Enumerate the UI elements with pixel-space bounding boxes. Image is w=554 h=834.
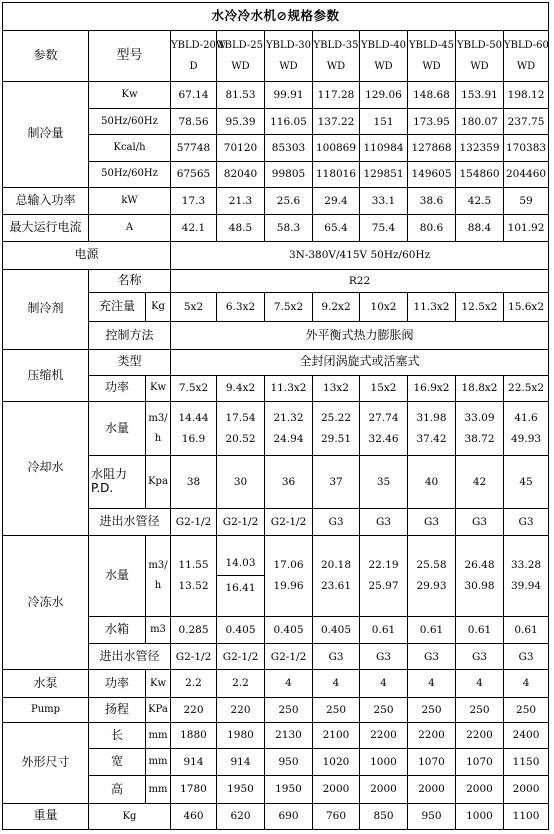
cooling-kw50-value: 81.53 [217, 81, 265, 108]
input-power-value: 42.5 [456, 187, 504, 214]
cooling-water-label: 冷却水 [3, 401, 89, 535]
max-current-value: 65.4 [313, 215, 360, 242]
pump-label: 水泵 [3, 670, 89, 697]
control-method-value: 外平衡式热力膨胀阀 [171, 322, 549, 350]
flow-unit-line1: m3/ [148, 559, 168, 571]
cooling-kcal60-value: 67565 [171, 161, 217, 187]
refrigerant-name-row [3, 269, 549, 292]
control-method-label: 控制方法 [89, 322, 171, 350]
chilled-water-flow-value [313, 536, 360, 617]
max-current-value: 58.3 [265, 215, 313, 242]
chilled-water-flow-value [217, 536, 265, 617]
cooling-kcal50-value: 100869 [313, 135, 360, 161]
height-value: 2000 [313, 776, 360, 803]
chilled-pipe-label: 进出水管径 [89, 644, 171, 670]
compressor-label: 压缩机 [3, 350, 89, 401]
unit-kw: Kw [146, 375, 171, 401]
charge-label: 充注量 [89, 292, 146, 321]
chilled-water-label: 冷冻水 [3, 536, 89, 670]
compressor-power-value: 22.5x2 [504, 375, 549, 401]
cooling-kcal50-value: 170383 [504, 135, 549, 161]
width-value: 914 [217, 749, 265, 776]
charge-value: 11.3x2 [408, 292, 456, 321]
cooling-kcal50-value: 70120 [217, 135, 265, 161]
cooling-kw60-value: 151 [360, 109, 408, 135]
cooling-kw60-value: 137.22 [313, 109, 360, 135]
cooling-kw50-value: 198.12 [504, 81, 549, 108]
weight-label: 重量 [3, 803, 89, 829]
power-row [3, 187, 549, 214]
compressor-power-value: 7.5x2 [171, 375, 217, 401]
length-value: 2100 [313, 722, 360, 748]
compressor-type-value: 全封闭涡旋式或活塞式 [171, 350, 549, 375]
cooling-water-flow-value [265, 401, 313, 456]
cooling-kcal60-value: 149605 [408, 161, 456, 187]
cooling-pipe-label: 进出水管径 [89, 508, 171, 535]
input-power-value: 33.1 [360, 187, 408, 214]
dimensions-label: 外形尺寸 [3, 722, 89, 803]
input-power-value: 59 [504, 187, 549, 214]
weight-value: 690 [265, 803, 313, 829]
length-value: 2400 [504, 722, 549, 748]
cooling-water-flow-value-upper: 14.44 [178, 411, 209, 424]
model-name-upper: YBLD-25 [218, 40, 263, 51]
chilled-pipe-value: G2-1/2 [217, 644, 265, 670]
model-name-upper: YBLD-40 [361, 40, 406, 51]
compressor-power-label: 功率 [89, 375, 146, 401]
pump-power-value: 4 [456, 670, 504, 697]
max-current-value: 75.4 [360, 215, 408, 242]
cooling-water-flow-row [3, 401, 549, 456]
unit-mm: mm [146, 722, 171, 748]
water-resistance-value: 35 [360, 456, 408, 509]
cooling-kcal50-value: 85303 [265, 135, 313, 161]
width-value: 1020 [313, 749, 360, 776]
chilled-water-flow-part: 23.61 [320, 580, 352, 593]
pump-head-value: 220 [171, 697, 217, 722]
water-resistance-value: 36 [265, 456, 313, 509]
cooling-water-flow-value-lower: 37.42 [416, 433, 447, 445]
model-name [217, 31, 265, 81]
pump-power-value: 4 [360, 670, 408, 697]
cooling-water-flow-value-lower: 29.51 [320, 433, 352, 445]
cooling-kcal60-value: 82040 [217, 161, 265, 187]
compressor-power-value: 11.3x2 [265, 375, 313, 401]
pump-head-value: 250 [504, 697, 549, 722]
cooling-water-flow-value [217, 401, 265, 456]
chilled-pipe-value: G3 [360, 644, 408, 670]
cooling-water-flow-value-upper: 33.09 [464, 411, 495, 424]
cooling-kcal50-value: 127868 [408, 135, 456, 161]
chilled-water-flow-value [265, 536, 313, 617]
cooling-kw50-value: 148.68 [408, 81, 456, 108]
cooling-kw60-value: 95.39 [217, 109, 265, 135]
max-current-value: 80.6 [408, 215, 456, 242]
refrigerant-name-label: 名称 [89, 269, 171, 292]
cooling-water-flow-value-lower: 16.9 [181, 433, 206, 445]
model-name [171, 31, 227, 81]
cooling-kcal60-value: 129851 [360, 161, 408, 187]
length-value: 2200 [360, 722, 408, 748]
max-current-value: 101.92 [504, 215, 549, 242]
cooling-kcal50-value: 132359 [456, 135, 504, 161]
cooling-water-flow-value-upper: 21.32 [273, 411, 304, 424]
cooling-water-flow-value-upper: 41.6 [514, 411, 538, 424]
cooling-kcal60-value: 204460 [504, 161, 549, 187]
chilled-water-flow-part: 26.48 [464, 559, 495, 572]
input-power-value: 21.3 [217, 187, 265, 214]
chilled-water-flow-part: 14.03 [217, 551, 264, 576]
model-name-lower: WD [231, 60, 250, 72]
cooling-water-flow-value-lower: 24.94 [273, 433, 304, 445]
chilled-water-flow-part: 13.52 [178, 580, 209, 593]
model-name-lower: WD [470, 60, 489, 72]
pump-power-value: 4 [265, 670, 313, 697]
pump-head-value: 250 [313, 697, 360, 722]
cooling-kw50-row [3, 81, 549, 108]
pump-head-value: 220 [217, 697, 265, 722]
flow-unit-line2: h [154, 580, 162, 592]
cooling-pipe-value: G2-1/2 [265, 508, 313, 535]
chilled-water-flow-part: 29.93 [416, 580, 447, 593]
unit-mm: mm [146, 776, 171, 803]
chilled-water-flow-row [3, 536, 549, 617]
unit-kpa: Kpa [146, 456, 171, 509]
pump-head-value: 250 [408, 697, 456, 722]
unit-kw: Kw [89, 81, 171, 108]
cooling-kw50-value: 99.91 [265, 81, 313, 108]
dim-length-row [3, 722, 549, 748]
header-row [3, 31, 549, 81]
width-label: 宽 [89, 749, 146, 776]
weight-value: 620 [217, 803, 265, 829]
tank-value: 0.405 [265, 616, 313, 643]
unit-kw: Kw [146, 670, 171, 697]
model-name-upper: YBLD-50 [457, 40, 502, 51]
length-value: 2200 [408, 722, 456, 748]
height-value: 1780 [171, 776, 217, 803]
unit-kg: Kg [146, 292, 171, 321]
flow-unit-line1: m3/ [148, 412, 168, 424]
length-value: 1980 [217, 722, 265, 748]
weight-value: 760 [313, 803, 360, 829]
chilled-water-flow-part: 17.06 [273, 559, 304, 572]
model-name [456, 31, 504, 81]
cooling-water-flow-value [171, 401, 217, 456]
table-title: 水冷冷水机⊘规格参数 [3, 3, 549, 31]
cooling-water-flow-value-upper: 17.54 [225, 411, 256, 424]
compressor-power-value: 15x2 [360, 375, 408, 401]
cooling-pipe-value: G2-1/2 [217, 508, 265, 535]
chilled-water-flow-value [504, 536, 549, 617]
unit-A: A [89, 215, 171, 242]
cooling-pipe-value: G3 [456, 508, 504, 535]
input-power-value: 29.4 [313, 187, 360, 214]
tank-value: 0.61 [456, 616, 504, 643]
chilled-pipe-value: G2-1/2 [171, 644, 217, 670]
cooling-kcal60-value: 154860 [456, 161, 504, 187]
cooling-pipe-value: G3 [313, 508, 360, 535]
power-supply-value: 3N-380V/415V 50Hz/60Hz [171, 242, 549, 269]
water-resistance-label: 水阻力P.D. [89, 456, 146, 509]
cooling-water-flow-label: 水量 [89, 401, 146, 456]
height-value: 2000 [408, 776, 456, 803]
charge-value: 5x2 [171, 292, 217, 321]
unit-kcal: Kcal/h [89, 135, 171, 161]
cooling-pipe-value: G3 [504, 508, 549, 535]
tank-value: 0.405 [313, 616, 360, 643]
max-current-value: 42.1 [171, 215, 217, 242]
weight-value: 950 [408, 803, 456, 829]
weight-value: 1100 [504, 803, 549, 829]
model-name [265, 31, 313, 81]
compressor-type-row [3, 350, 549, 375]
chilled-water-flow-part: 16.41 [225, 582, 256, 595]
chilled-water-flow-part: 39.94 [511, 580, 542, 593]
unit-kg: Kg [89, 803, 171, 829]
cooling-water-flow-value-upper: 27.74 [368, 411, 399, 424]
pump-power-label: 功率 [89, 670, 146, 697]
charge-value: 12.5x2 [456, 292, 504, 321]
compressor-power-value: 16.9x2 [408, 375, 456, 401]
chilled-water-flow-part: 25.58 [416, 559, 447, 572]
cooling-kcal60-value: 118016 [313, 161, 360, 187]
height-value: 2000 [456, 776, 504, 803]
model-name-upper: YBLD-30 [266, 40, 311, 51]
input-power-value: 17.3 [171, 187, 217, 214]
cooling-kw60-value: 180.07 [456, 109, 504, 135]
pump-power-row [3, 670, 549, 697]
tank-value: 0.61 [408, 616, 456, 643]
model-name-lower: D [189, 60, 198, 72]
input-power-value: 25.6 [265, 187, 313, 214]
cooling-water-flow-value-lower: 38.72 [464, 433, 495, 445]
height-value: 1950 [217, 776, 265, 803]
pump-power-value: 4 [504, 670, 549, 697]
width-value: 1070 [408, 749, 456, 776]
water-resistance-value: 45 [504, 456, 549, 509]
max-current-label: 最大运行电流 [3, 215, 89, 242]
model-name [360, 31, 408, 81]
cooling-water-flow-value-lower: 49.93 [511, 433, 542, 445]
chilled-water-flow-part: 11.55 [178, 559, 209, 572]
charge-value: 6.3x2 [217, 292, 265, 321]
compressor-type-label: 类型 [89, 350, 171, 375]
spec-table [2, 2, 549, 830]
max-current-value: 88.4 [456, 215, 504, 242]
pump-power-value: 2.2 [217, 670, 265, 697]
supply-row [3, 242, 549, 269]
model-name-lower: WD [374, 60, 393, 72]
tank-value: 0.285 [171, 616, 217, 643]
model-name-lower: WD [279, 60, 298, 72]
tank-value: 0.61 [360, 616, 408, 643]
height-value: 1950 [265, 776, 313, 803]
model-name [408, 31, 456, 81]
cooling-kcal50-value: 110984 [360, 135, 408, 161]
chilled-water-flow-value [360, 536, 408, 617]
chilled-water-flow-value [408, 536, 456, 617]
chilled-water-flow-part: 30.98 [464, 580, 495, 593]
cooling-kw50-value: 117.28 [313, 81, 360, 108]
model-name-lower: WD [326, 60, 346, 72]
input-power-value: 38.6 [408, 187, 456, 214]
height-value: 2000 [504, 776, 549, 803]
chilled-pipe-value: G2-1/2 [265, 644, 313, 670]
length-label: 长 [89, 722, 146, 748]
weight-value: 460 [171, 803, 217, 829]
unit-kpa: KPa [146, 697, 171, 722]
charge-value: 15.6x2 [504, 292, 549, 321]
cooling-water-flow-value-lower: 32.46 [368, 433, 399, 445]
charge-value: 9.2x2 [313, 292, 360, 321]
model-header: 型号 [89, 31, 171, 81]
chilled-water-flow-part: 20.18 [320, 559, 352, 572]
chilled-water-flow-label: 水量 [89, 536, 146, 617]
model-name-lower: WD [422, 60, 441, 72]
refrigerant-name-value: R22 [171, 269, 549, 292]
cooling-kw50-value: 129.06 [360, 81, 408, 108]
water-resistance-value: 42 [456, 456, 504, 509]
chilled-water-flow-value [171, 536, 217, 617]
charge-value: 7.5x2 [265, 292, 313, 321]
weight-value: 850 [360, 803, 408, 829]
pump-head-label: 扬程 [89, 697, 146, 722]
pump-head-value: 250 [456, 697, 504, 722]
cooling-pipe-value: G3 [408, 508, 456, 535]
power-supply-label: 电源 [3, 242, 171, 269]
cooling-kw60-value: 173.95 [408, 109, 456, 135]
pump-power-value: 2.2 [171, 670, 217, 697]
length-value: 2130 [265, 722, 313, 748]
max-current-value: 48.5 [217, 215, 265, 242]
width-value: 1000 [360, 749, 408, 776]
refrigerant-label: 制冷剂 [3, 269, 89, 350]
weight-value: 1000 [456, 803, 504, 829]
model-name-lower: WD [516, 60, 536, 72]
cooling-kw50-value: 153.91 [456, 81, 504, 108]
cooling-kcal50-value: 57748 [171, 135, 217, 161]
unit-mm: mm [146, 749, 171, 776]
width-value: 1070 [456, 749, 504, 776]
tank-value: 0.61 [504, 616, 549, 643]
pump-label-en: Pump [3, 697, 89, 722]
unit-m3: m3 [146, 616, 171, 643]
chilled-pipe-value: G3 [313, 644, 360, 670]
chilled-water-flow-part: 33.28 [511, 559, 542, 572]
cooling-water-flow-value [456, 401, 504, 456]
cooling-pipe-value: G2-1/2 [171, 508, 217, 535]
compressor-power-value: 13x2 [313, 375, 360, 401]
chilled-pipe-value: G3 [504, 644, 549, 670]
chilled-water-flow-value [456, 536, 504, 617]
width-value: 1150 [504, 749, 549, 776]
length-value: 1880 [171, 722, 217, 748]
weight-row [3, 803, 549, 829]
water-tank-label: 水箱 [89, 616, 146, 643]
unit-hz: 50Hz/60Hz [89, 161, 171, 187]
cooling-kw60-value: 116.05 [265, 109, 313, 135]
model-name-upper: YBLD-20W [171, 40, 227, 51]
current-row [3, 215, 549, 242]
model-name-upper: YBLD-45 [409, 40, 454, 51]
flow-unit [146, 536, 171, 617]
model-name [504, 31, 549, 81]
compressor-power-value: 9.4x2 [217, 375, 265, 401]
chilled-pipe-value: G3 [456, 644, 504, 670]
water-resistance-value: 38 [171, 456, 217, 509]
cooling-water-flow-value [408, 401, 456, 456]
chilled-water-flow-part: 25.97 [368, 580, 399, 593]
input-power-label: 总输入功率 [3, 187, 89, 214]
compressor-power-value: 18.8x2 [456, 375, 504, 401]
width-value: 914 [171, 749, 217, 776]
water-resistance-value: 30 [217, 456, 265, 509]
cooling-kw50-value: 67.14 [171, 81, 217, 108]
pump-head-value: 250 [360, 697, 408, 722]
tank-value: 0.405 [217, 616, 265, 643]
param-header: 参数 [3, 31, 89, 81]
pump-power-value: 4 [408, 670, 456, 697]
cooling-capacity-label: 制冷量 [3, 81, 89, 187]
cooling-kcal60-value: 99805 [265, 161, 313, 187]
cooling-water-flow-value [504, 401, 549, 456]
water-resistance-value: 37 [313, 456, 360, 509]
pump-power-value: 4 [313, 670, 360, 697]
cooling-water-flow-value [313, 401, 360, 456]
cooling-pipe-value: G3 [360, 508, 408, 535]
width-value: 950 [265, 749, 313, 776]
height-value: 2000 [360, 776, 408, 803]
charge-value: 10x2 [360, 292, 408, 321]
flow-unit-line2: h [154, 433, 162, 444]
unit-hz: 50Hz/60Hz [89, 109, 171, 135]
unit-kW: kW [89, 187, 171, 214]
title-row [3, 3, 549, 31]
cooling-water-flow-value-lower: 20.52 [225, 433, 256, 445]
cooling-water-flow-value-upper: 25.22 [320, 411, 352, 424]
model-name [313, 31, 360, 81]
flow-unit [146, 401, 171, 456]
cooling-water-flow-value [360, 401, 408, 456]
cooling-kw60-value: 78.56 [171, 109, 217, 135]
cooling-water-flow-value-upper: 31.98 [416, 411, 447, 424]
length-value: 2200 [456, 722, 504, 748]
pump-head-row [3, 697, 549, 722]
water-resistance-value: 40 [408, 456, 456, 509]
model-name-upper: YBLD-60 [504, 40, 549, 51]
cooling-kw60-value: 237.75 [504, 109, 549, 135]
chilled-water-flow-part: 22.19 [368, 559, 399, 572]
model-name-upper: YBLD-35 [313, 40, 359, 51]
height-label: 高 [89, 776, 146, 803]
pump-head-value: 250 [265, 697, 313, 722]
chilled-pipe-value: G3 [408, 644, 456, 670]
chilled-water-flow-part: 19.96 [273, 580, 304, 593]
